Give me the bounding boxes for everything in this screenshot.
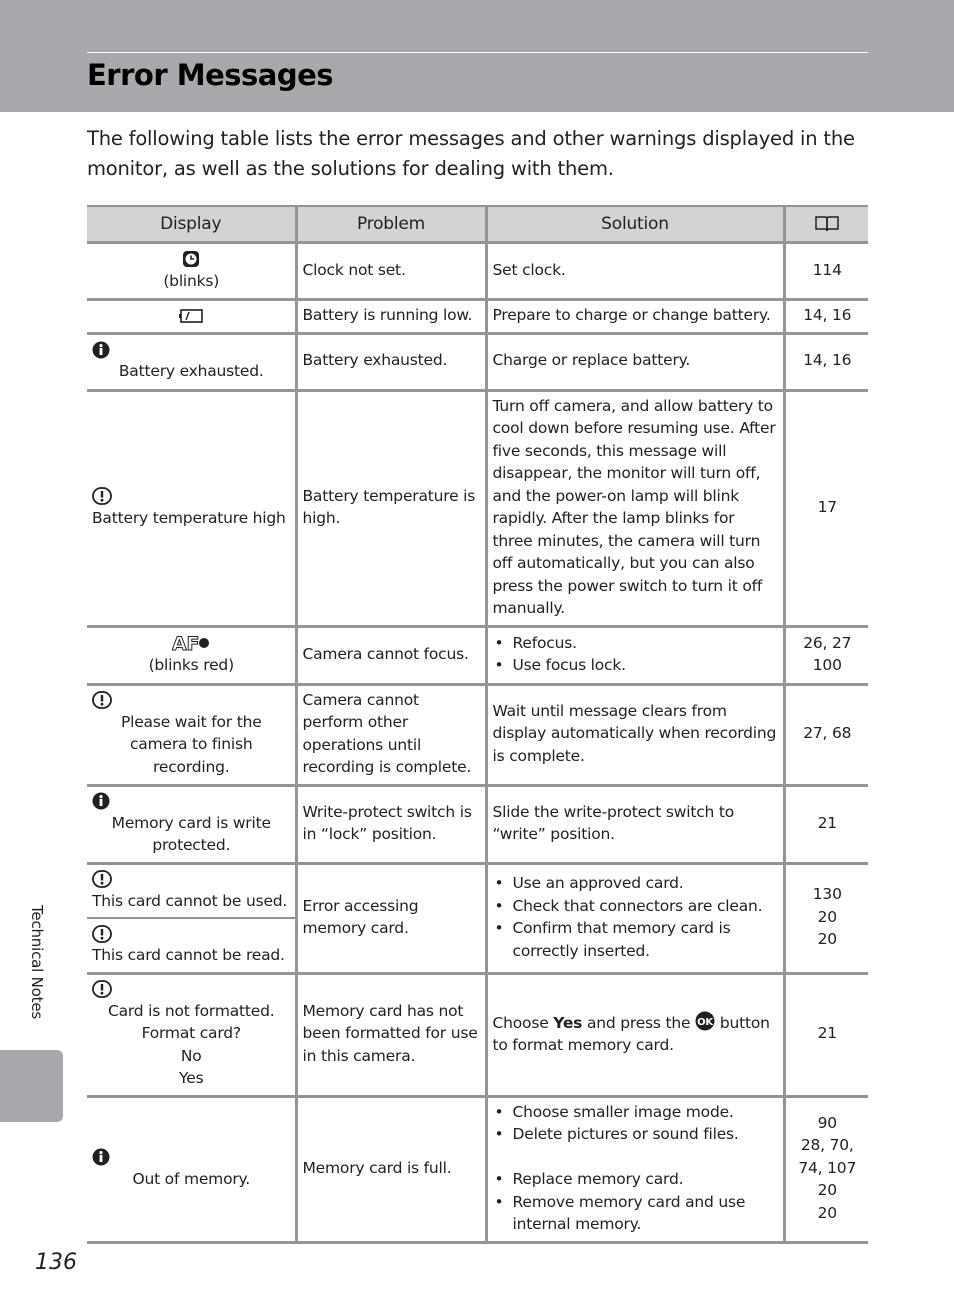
- list-item: • Replace memory card.: [493, 1168, 779, 1191]
- header-display: Display: [87, 206, 296, 243]
- solution-cell: [486, 626, 784, 684]
- book-icon: [814, 215, 840, 233]
- display-cell: Card is not formatted. Format card? No Yes: [87, 973, 296, 1096]
- table-row: [87, 390, 868, 626]
- display-cell: Out of memory.: [87, 1096, 296, 1242]
- table-row: [87, 243, 868, 300]
- header-reference: [784, 206, 868, 243]
- warning-icon: [92, 691, 112, 709]
- solution-cell: Slide the write-protect switch to “write” position.: [486, 785, 784, 863]
- ok-button-icon: [695, 1011, 715, 1031]
- info-icon: [92, 792, 110, 810]
- display-cell: [87, 300, 296, 334]
- page-title: Error Messages: [87, 58, 334, 92]
- display-cell: Memory card is write protected.: [87, 785, 296, 863]
- list-item: • Confirm that memory card is correctly inserted.: [493, 917, 779, 962]
- list-item: • Check that connectors are clean.: [493, 895, 779, 918]
- solution-cell: [486, 1096, 784, 1242]
- display-cell: (blinks): [87, 243, 296, 300]
- table-row: [87, 333, 868, 390]
- header-rule: [87, 52, 868, 53]
- problem-cell: Battery temperature is high.: [296, 390, 486, 626]
- list-item: • Remove memory card and use internal memory.: [493, 1191, 779, 1236]
- page-ref-cell: 14, 16: [784, 300, 868, 334]
- problem-cell: Battery exhausted.: [296, 333, 486, 390]
- table-row: [87, 973, 868, 1096]
- list-item: • Choose smaller image mode.: [493, 1101, 779, 1124]
- solution-cell: Charge or replace battery.: [486, 333, 784, 390]
- problem-cell: Camera cannot focus.: [296, 626, 486, 684]
- battery-low-icon: [178, 308, 204, 324]
- section-side-label: Technical Notes: [28, 905, 46, 1019]
- page-ref-cell: 130 20 20: [784, 863, 868, 973]
- display-cell: Battery temperature high: [87, 390, 296, 626]
- header-solution: Solution: [486, 206, 784, 243]
- problem-cell: Camera cannot perform other operations until recording is complete.: [296, 684, 486, 785]
- problem-cell: Write-protect switch is in “lock” position.: [296, 785, 486, 863]
- header-problem: Problem: [296, 206, 486, 243]
- info-icon: [92, 1148, 110, 1166]
- problem-cell: Memory card has not been formatted for use in this camera.: [296, 973, 486, 1096]
- list-item: • Refocus.: [493, 632, 779, 655]
- table-row: [87, 1096, 868, 1242]
- page-ref-cell: 17: [784, 390, 868, 626]
- page-ref-cell: 21: [784, 973, 868, 1096]
- problem-cell: Error accessing memory card.: [296, 863, 486, 973]
- info-icon: [92, 341, 110, 359]
- display-cell: Please wait for the camera to finish recording.: [87, 684, 296, 785]
- solution-cell: Wait until message clears from display automatically when recording is complete.: [486, 684, 784, 785]
- table-row: [87, 785, 868, 863]
- clock-icon: [182, 250, 200, 268]
- list-item: • Use an approved card.: [493, 872, 779, 895]
- solution-cell: [486, 863, 784, 973]
- solution-cell: Choose Yes and press the OK button to format memory card.: [486, 973, 784, 1096]
- display-cell: AF (blinks red): [87, 626, 296, 684]
- solution-cell: Prepare to charge or change battery.: [486, 300, 784, 334]
- display-cell: This card cannot be read.: [87, 918, 296, 973]
- warning-icon: [92, 870, 112, 888]
- table-row: [87, 300, 868, 334]
- warning-icon: [92, 980, 112, 998]
- problem-cell: Clock not set.: [296, 243, 486, 300]
- intro-paragraph: The following table lists the error messages and other warnings displayed in the monitor, as well as the solutions for dealing with them.: [87, 127, 855, 180]
- table-row: [87, 863, 868, 918]
- page-ref-cell: 21: [784, 785, 868, 863]
- display-cell: This card cannot be used.: [87, 863, 296, 918]
- table-row: [87, 684, 868, 785]
- table-row: [87, 626, 868, 684]
- page-ref-cell: 26, 27 100: [784, 626, 868, 684]
- section-tab: [0, 1050, 63, 1122]
- problem-cell: Battery is running low.: [296, 300, 486, 334]
- page-ref-cell: 14, 16: [784, 333, 868, 390]
- display-cell: Battery exhausted.: [87, 333, 296, 390]
- list-item: • Delete pictures or sound files.: [493, 1123, 779, 1146]
- warning-icon: [92, 925, 112, 943]
- error-messages-table: [87, 205, 868, 1244]
- warning-icon: [92, 487, 112, 505]
- page-number: 136: [35, 1250, 77, 1275]
- table-header-row: [87, 206, 868, 243]
- page-ref-cell: 90 28, 70, 74, 107 20 20: [784, 1096, 868, 1242]
- list-item: • Use focus lock.: [493, 654, 779, 677]
- header-band: [0, 0, 954, 112]
- svg-text:AF: AF: [172, 633, 200, 653]
- problem-cell: Memory card is full.: [296, 1096, 486, 1242]
- page-ref-cell: 114: [784, 243, 868, 300]
- solution-cell: Set clock.: [486, 243, 784, 300]
- svg-text:OK: OK: [697, 1016, 714, 1028]
- af-icon: [172, 633, 210, 653]
- page-ref-cell: 27, 68: [784, 684, 868, 785]
- solution-cell: Turn off camera, and allow battery to cool down before resuming use. After five seconds, this message will disappear, the monitor will turn off, and the power-on lamp will blink rapidly. After the lamp blinks for three minutes, the camera will turn off automatically, but you can also press the power switch to turn it off manually.: [486, 390, 784, 626]
